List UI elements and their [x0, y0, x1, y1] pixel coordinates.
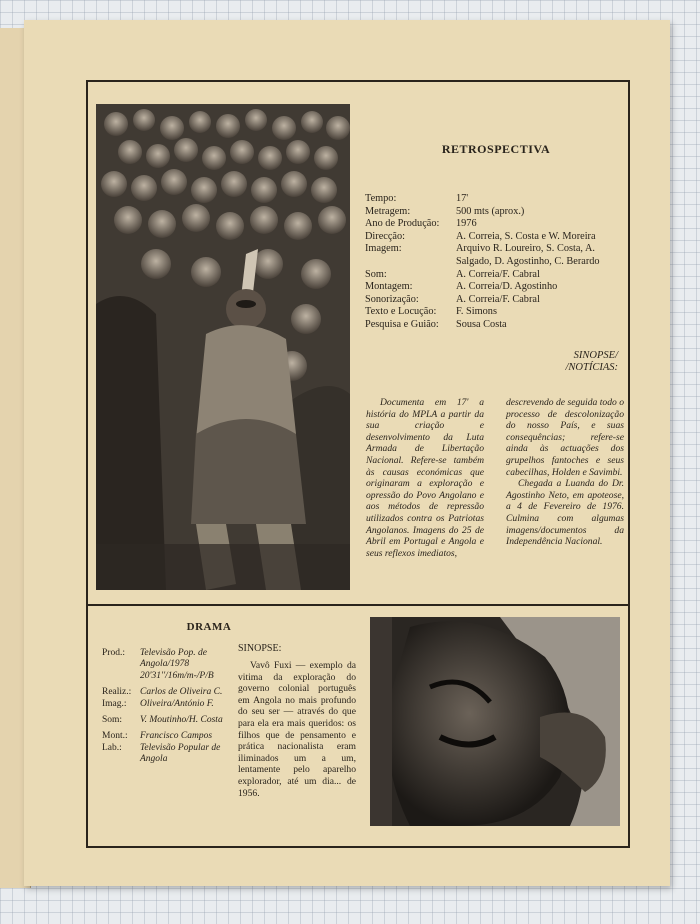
credit-value: A. Correia/F. Cabral	[456, 293, 540, 305]
sinopse-noticias-title	[388, 350, 618, 374]
sinopse-paragraph-2: Chegada a Luanda do Dr. Agostinho Neto, em apoteose, a 4 de Fevereiro de 1976. Culmina com algumas imagens/documentos da Independência Nacional.	[506, 478, 624, 548]
credit-value: A. Correia/F. Cabral	[456, 268, 540, 280]
credit-label: Metragem:	[365, 205, 411, 217]
brochure-page	[24, 20, 670, 886]
crowd-photo	[96, 104, 350, 590]
credit-value: Sousa Costa	[456, 318, 507, 330]
credit-value: A. Correia/D. Agostinho	[456, 281, 558, 293]
drama-credit-label: Som:	[102, 715, 123, 726]
drama-credit-label: Mont.: Lab.:	[102, 731, 128, 753]
credit-row	[365, 243, 625, 268]
credit-row	[365, 269, 625, 282]
credit-value: F. Simons	[456, 306, 497, 318]
drama-sinopse-title: SINOPSE:	[238, 643, 282, 654]
credit-label: Texto e Locução:	[365, 306, 437, 318]
credit-row	[365, 206, 625, 219]
sinopse-paragraph-1: descrevendo de seguida todo o processo de descolonização do nosso País, e suas consequências; refere-se ainda às actuações dos grupelhos fantoches e seus cabecilhas, Holden e Savimbi.	[506, 397, 624, 478]
credit-row	[365, 319, 625, 332]
drama-credit-label: Realiz.: Imag.:	[102, 687, 132, 709]
drama-credit-value: V. Moutinho/H. Costa	[140, 715, 223, 726]
sinopse-column-1: Documenta em 17' a história do MPLA a partir da sua criação e desenvolvimento da Luta Armada de Libertação Nacional. Refere-se também às causas económicas que originaram a exploração e opressão do Povo Angolano e aos métodos de repressão utilizados contra os Patriotas Angolanos. Imagens do 25 de Abril em Portugal e Angola e seus reflexos imediatos,	[366, 397, 484, 559]
credit-label: Tempo:	[365, 193, 397, 204]
drama-credit-value: Francisco Campos Televisão Popular de Angola	[140, 731, 221, 765]
retrospectiva-title: RETROSPECTIVA	[441, 142, 551, 156]
content-frame	[86, 80, 630, 848]
drama-credit-row	[102, 687, 242, 710]
drama-credit-row	[102, 648, 242, 682]
drama-credit-row	[102, 731, 242, 765]
credit-row	[365, 294, 625, 307]
credit-label: Imagem:	[365, 243, 402, 255]
credit-value: Arquivo R. Loureiro, S. Costa, A. Salgado, D. Agostinho, C. Berardo	[456, 243, 600, 267]
credit-row	[365, 231, 625, 244]
sinopse-title-line2: /NOTÍCIAS:	[565, 362, 618, 373]
credit-value: 1976	[456, 218, 477, 230]
credit-row	[365, 218, 625, 231]
drama-title: DRAMA	[186, 621, 232, 633]
retrospectiva-section	[88, 82, 628, 604]
drama-credit-row	[102, 715, 242, 726]
sinopse-column-2	[506, 397, 624, 548]
sinopse-title-line1: SINOPSE/	[573, 350, 618, 361]
credit-label: Ano de Produção:	[365, 218, 440, 230]
credit-row	[365, 281, 625, 294]
credit-value: 500 mts (aprox.)	[456, 205, 525, 217]
drama-credit-label: Prod.:	[102, 648, 125, 658]
credit-label: Pesquisa e Guião:	[365, 318, 439, 330]
credit-label: Som:	[365, 268, 387, 280]
credit-row	[365, 306, 625, 319]
credit-label: Montagem:	[365, 281, 413, 293]
portrait-photo	[370, 617, 620, 826]
credit-value: 17'	[456, 193, 469, 204]
drama-credits	[102, 648, 242, 771]
credit-row	[365, 193, 625, 206]
drama-sinopse-text: Vavô Fuxi — exemplo da vitima da exploração do governo colonial português em Angola no mais profundo do seu ser — através do que para ela era mais queridos: os filhos que de pensamento e prática nacionalista eram iliminados um a um, lentamente pelo aparelho explorador, até um dia... de 1956.	[238, 660, 356, 799]
portrait-photo-image	[370, 617, 620, 826]
drama-credit-value: Televisão Pop. de Angola/1978 20'31''/16m/m-/P/B	[140, 648, 214, 681]
section-divider	[88, 604, 628, 606]
retrospectiva-credits	[365, 193, 625, 332]
credit-label: Direcção:	[365, 230, 406, 242]
crowd-photo-image	[96, 104, 350, 590]
credit-label: Sonorização:	[365, 293, 419, 305]
drama-credit-value: Carlos de Oliveira C. Oliveira/António F.	[140, 687, 223, 709]
credit-value: A. Correia, S. Costa e W. Moreira	[456, 230, 596, 242]
